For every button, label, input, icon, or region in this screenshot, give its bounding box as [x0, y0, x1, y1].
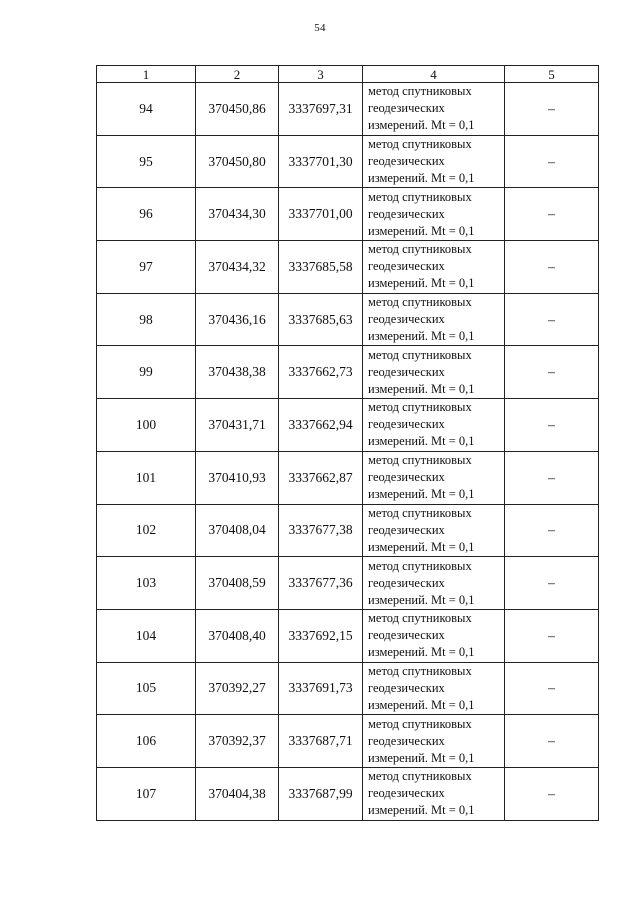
point-number-cell: 104 — [97, 609, 196, 662]
x-coordinate-cell: 370450,80 — [196, 135, 279, 188]
x-coordinate-cell: 370438,38 — [196, 346, 279, 399]
table-row — [97, 399, 599, 452]
note-cell: – — [505, 767, 599, 820]
method-text-line: геодезических — [368, 364, 445, 379]
method-cell — [363, 188, 505, 241]
y-coordinate-cell: 3337662,94 — [279, 399, 363, 452]
method-text-line: измерений. Mt = 0,1 — [368, 171, 475, 186]
table-row — [97, 135, 599, 188]
method-text-line: геодезических — [368, 312, 445, 327]
method-cell — [363, 609, 505, 662]
header-cell-method: 4 — [363, 66, 505, 83]
table-header — [97, 66, 599, 83]
method-text-line: измерений. Mt = 0,1 — [368, 329, 475, 344]
method-text-line: метод спутниковых — [368, 505, 472, 520]
method-text-line: измерений. Mt = 0,1 — [368, 223, 475, 238]
y-coordinate-cell: 3337685,63 — [279, 293, 363, 346]
method-text-line: геодезических — [368, 154, 445, 169]
note-cell: – — [505, 399, 599, 452]
method-text-line: геодезических — [368, 522, 445, 537]
method-text-line: измерений. Mt = 0,1 — [368, 592, 475, 607]
method-text-line: метод спутниковых — [368, 453, 472, 468]
method-text-line: метод спутниковых — [368, 611, 472, 626]
table-row — [97, 715, 599, 768]
note-cell: – — [505, 715, 599, 768]
y-coordinate-cell: 3337701,30 — [279, 135, 363, 188]
x-coordinate-cell: 370434,32 — [196, 241, 279, 294]
method-cell — [363, 293, 505, 346]
point-number-cell: 103 — [97, 557, 196, 610]
note-cell: – — [505, 293, 599, 346]
point-number-cell: 96 — [97, 188, 196, 241]
point-number-cell: 95 — [97, 135, 196, 188]
table-body — [97, 83, 599, 821]
method-text-line: геодезических — [368, 259, 445, 274]
y-coordinate-cell: 3337697,31 — [279, 83, 363, 136]
header-cell-note: 5 — [505, 66, 599, 83]
x-coordinate-cell: 370436,16 — [196, 293, 279, 346]
point-number-cell: 94 — [97, 83, 196, 136]
x-coordinate-cell: 370392,37 — [196, 715, 279, 768]
method-text-line: измерений. Mt = 0,1 — [368, 803, 475, 818]
page-number: 54 — [314, 22, 326, 34]
y-coordinate-cell: 3337687,99 — [279, 767, 363, 820]
point-number-cell: 98 — [97, 293, 196, 346]
header-cell-x: 2 — [196, 66, 279, 83]
method-text-line: метод спутниковых — [368, 189, 472, 204]
method-text-line: геодезических — [368, 575, 445, 590]
x-coordinate-cell: 370404,38 — [196, 767, 279, 820]
y-coordinate-cell: 3337701,00 — [279, 188, 363, 241]
method-text-line: метод спутниковых — [368, 663, 472, 678]
point-number-cell: 107 — [97, 767, 196, 820]
table-row — [97, 662, 599, 715]
method-text-line: метод спутниковых — [368, 242, 472, 257]
point-number-cell: 97 — [97, 241, 196, 294]
table-row — [97, 557, 599, 610]
y-coordinate-cell: 3337677,36 — [279, 557, 363, 610]
y-coordinate-cell: 3337677,38 — [279, 504, 363, 557]
y-coordinate-cell: 3337687,71 — [279, 715, 363, 768]
y-coordinate-cell: 3337685,58 — [279, 241, 363, 294]
note-cell: – — [505, 83, 599, 136]
method-cell — [363, 662, 505, 715]
point-number-cell: 101 — [97, 451, 196, 504]
point-number-cell: 102 — [97, 504, 196, 557]
method-text-line: геодезических — [368, 417, 445, 432]
method-text-line: метод спутниковых — [368, 769, 472, 784]
y-coordinate-cell: 3337692,15 — [279, 609, 363, 662]
method-cell — [363, 83, 505, 136]
x-coordinate-cell: 370450,86 — [196, 83, 279, 136]
method-text-line: геодезических — [368, 680, 445, 695]
point-number-cell: 106 — [97, 715, 196, 768]
method-text-line: геодезических — [368, 470, 445, 485]
x-coordinate-cell: 370392,27 — [196, 662, 279, 715]
note-cell: – — [505, 188, 599, 241]
method-text-line: метод спутниковых — [368, 84, 472, 99]
method-text-line: измерений. Mt = 0,1 — [368, 697, 475, 712]
header-cell-y: 3 — [279, 66, 363, 83]
table-row — [97, 241, 599, 294]
method-text-line: измерений. Mt = 0,1 — [368, 434, 475, 449]
table-row — [97, 767, 599, 820]
x-coordinate-cell: 370431,71 — [196, 399, 279, 452]
y-coordinate-cell: 3337662,73 — [279, 346, 363, 399]
method-cell — [363, 715, 505, 768]
table-row — [97, 504, 599, 557]
note-cell: – — [505, 135, 599, 188]
method-cell — [363, 504, 505, 557]
x-coordinate-cell: 370408,40 — [196, 609, 279, 662]
point-number-cell: 105 — [97, 662, 196, 715]
table-row — [97, 293, 599, 346]
method-cell — [363, 399, 505, 452]
coordinates-table — [96, 65, 599, 821]
table-row — [97, 188, 599, 241]
method-text-line: геодезических — [368, 786, 445, 801]
x-coordinate-cell: 370408,04 — [196, 504, 279, 557]
note-cell: – — [505, 662, 599, 715]
method-cell — [363, 135, 505, 188]
x-coordinate-cell: 370434,30 — [196, 188, 279, 241]
note-cell: – — [505, 241, 599, 294]
note-cell: – — [505, 451, 599, 504]
method-text-line: измерений. Mt = 0,1 — [368, 487, 475, 502]
method-text-line: измерений. Mt = 0,1 — [368, 539, 475, 554]
table-row — [97, 346, 599, 399]
method-text-line: геодезических — [368, 628, 445, 643]
method-cell — [363, 557, 505, 610]
header-row — [97, 66, 599, 83]
method-cell — [363, 451, 505, 504]
header-cell-point: 1 — [97, 66, 196, 83]
point-number-cell: 100 — [97, 399, 196, 452]
note-cell: – — [505, 504, 599, 557]
note-cell: – — [505, 609, 599, 662]
method-text-line: метод спутниковых — [368, 347, 472, 362]
method-cell — [363, 767, 505, 820]
table-row — [97, 451, 599, 504]
note-cell: – — [505, 557, 599, 610]
x-coordinate-cell: 370408,59 — [196, 557, 279, 610]
y-coordinate-cell: 3337691,73 — [279, 662, 363, 715]
method-text-line: метод спутниковых — [368, 716, 472, 731]
method-text-line: геодезических — [368, 733, 445, 748]
method-text-line: метод спутниковых — [368, 295, 472, 310]
method-cell — [363, 346, 505, 399]
table-row — [97, 83, 599, 136]
method-text-line: измерений. Mt = 0,1 — [368, 645, 475, 660]
method-text-line: измерений. Mt = 0,1 — [368, 381, 475, 396]
method-text-line: геодезических — [368, 101, 445, 116]
method-text-line: измерений. Mt = 0,1 — [368, 750, 475, 765]
method-text-line: геодезических — [368, 206, 445, 221]
method-text-line: измерений. Mt = 0,1 — [368, 118, 475, 133]
point-number-cell: 99 — [97, 346, 196, 399]
method-text-line: метод спутниковых — [368, 137, 472, 152]
y-coordinate-cell: 3337662,87 — [279, 451, 363, 504]
x-coordinate-cell: 370410,93 — [196, 451, 279, 504]
method-text-line: метод спутниковых — [368, 558, 472, 573]
method-cell — [363, 241, 505, 294]
table-row — [97, 609, 599, 662]
method-text-line: измерений. Mt = 0,1 — [368, 276, 475, 291]
note-cell: – — [505, 346, 599, 399]
method-text-line: метод спутниковых — [368, 400, 472, 415]
